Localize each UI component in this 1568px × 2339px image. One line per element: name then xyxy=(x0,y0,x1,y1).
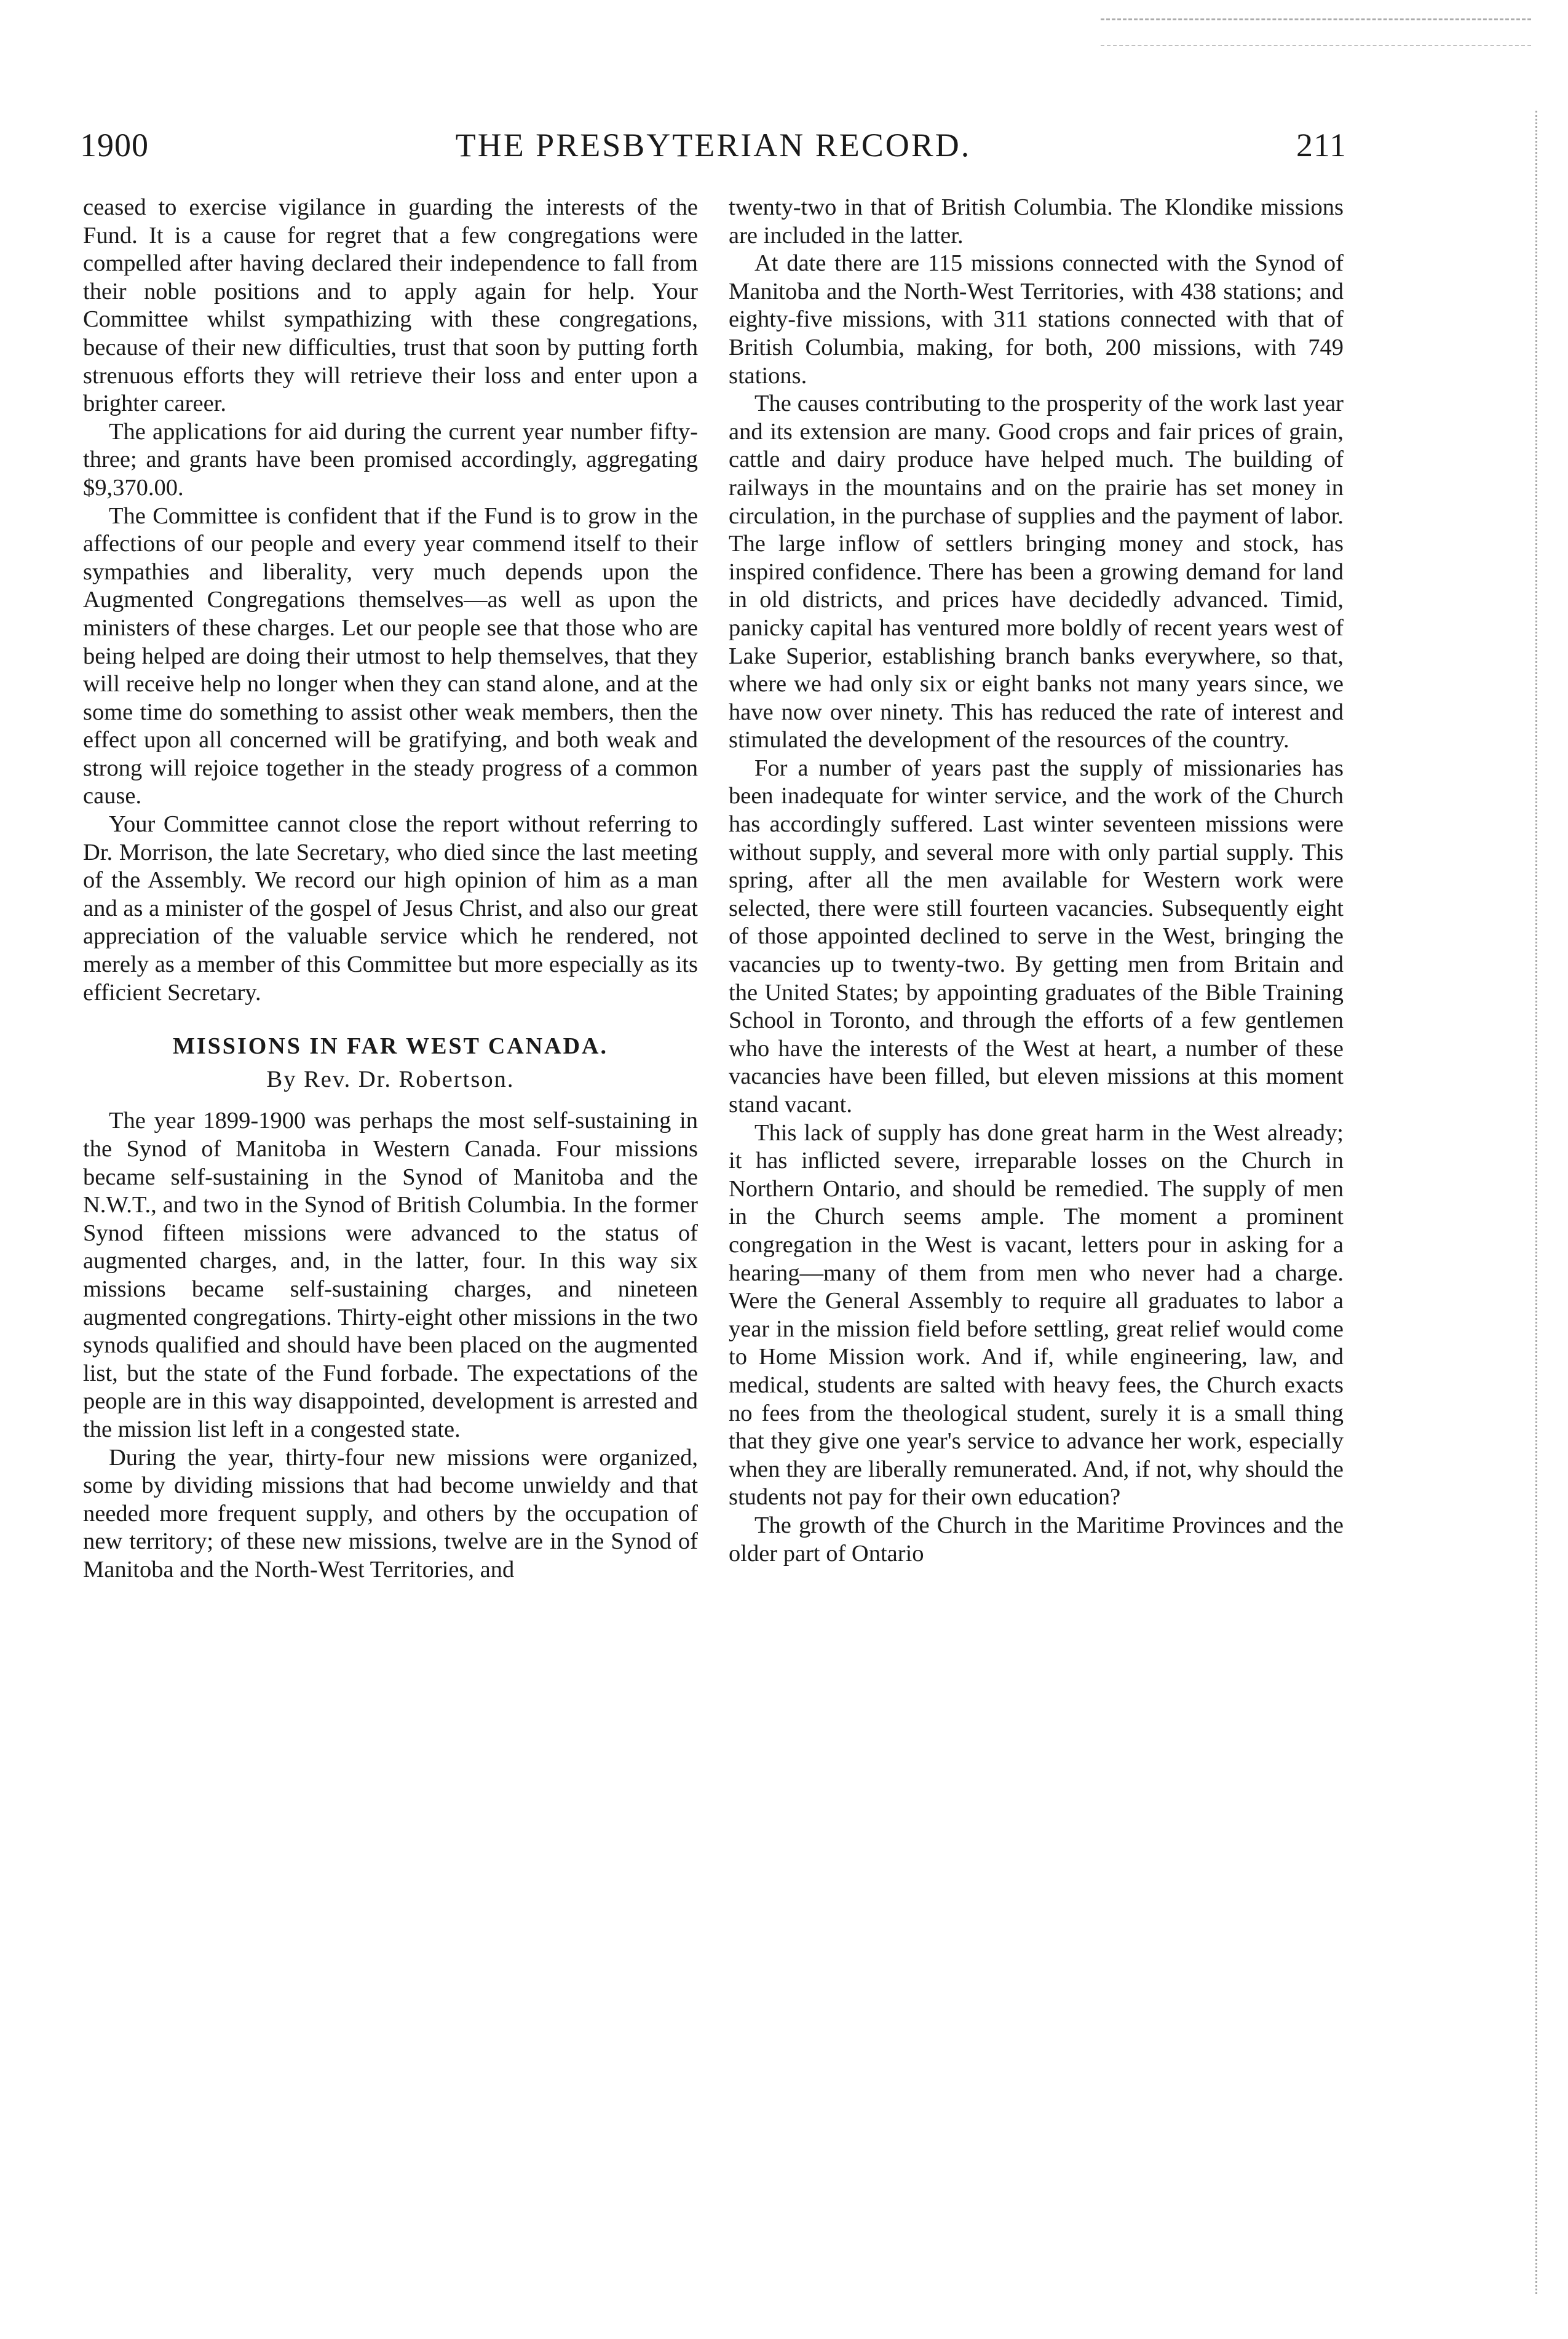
page-number: 211 xyxy=(1296,127,1347,164)
paragraph: The year 1899-1900 was perhaps the most self-sustaining in the Synod of Manitoba in Western Canada. Four missions became self-sustaining in the Synod of Manitoba and the N.W.T., and two in the Synod of British Columbia. In the former Synod fifteen missions were advanced to the status of augmented charges, and, in the latter, four. In this way six missions became self-sustaining charges, and nineteen augmented congregations. Thirty-eight other missions in the two synods qualified and should have been placed on the augmented list, but the state of the Fund forbade. The expectations of the people are in this way disappointed, development is arrested and the mission list left in a congested state. xyxy=(83,1108,698,1442)
right-column xyxy=(729,194,1344,1568)
paragraph: The growth of the Church in the Maritime Provinces and the older part of Ontario xyxy=(729,1512,1344,1567)
paragraph: During the year, thirty-four new missions were organized, some by dividing missions that had become unwieldy and that needed more frequent supply, and others by the occupation of new territory; of these new missions, twelve are in the Synod of Manitoba and the North-West Territories, and xyxy=(83,1444,698,1582)
paragraph: The applications for aid during the current year number fifty-three; and grants have been promised accordingly, aggregating $9,370.00. xyxy=(83,418,698,501)
paragraph: ceased to exercise vigilance in guarding the interests of the Fund. It is a cause for regret that a few congregations were compelled after having declared their independence to fall from their noble positions and to apply again for help. Your Committee whilst sympathizing with these congregations, because of their new difficulties, trust that soon by putting forth strenuous efforts they will retrieve their loss and enter upon a brighter career. xyxy=(83,194,698,417)
journal-title: THE PRESBYTERIAN RECORD. xyxy=(455,127,972,164)
left-column xyxy=(83,194,698,1584)
header-year: 1900 xyxy=(80,127,149,164)
byline: By Rev. Dr. Robertson. xyxy=(266,1066,515,1092)
scan-artifact-top xyxy=(1101,18,1531,46)
paragraph: The Committee is confident that if the Fund is to grow in the affections of our people and every year commend itself to their sympathies and liberality, very much depends upon the Augmented Congregations themselves—as well as upon the ministers of these charges. Let our people see that those who are being helped are doing their utmost to help themselves, that they will receive help no longer when they can stand alone, and at the some time do something to assist other weak members, then the effect upon all concerned will be gratifying, and both weak and strong will rejoice together in the steady progress of a common cause. xyxy=(83,502,698,809)
section-heading: MISSIONS IN FAR WEST CANADA. xyxy=(173,1033,608,1060)
running-head xyxy=(80,126,1347,175)
paragraph: twenty-two in that of British Columbia. The Klondike missions are included in the latter. xyxy=(729,194,1344,248)
paragraph: For a number of years past the supply of missionaries has been inadequate for winter service, and the work of the Church has accordingly suffered. Last winter seventeen missions were without supply, and several more with only partial supply. This spring, after all the men available for Western work were selected, there were still fourteen vacancies. Subsequently eight of those appointed declined to serve in the West, bringing the vacancies up to twenty-two. By getting men from Britain and the United States; by appointing graduates of the Bible Training School in Toronto, and through the efforts of a few gentlemen who have the interests of the West at heart, a number of these vacancies have been filled, but eleven missions at this moment stand vacant. xyxy=(729,755,1344,1118)
scan-artifact-edge xyxy=(1535,111,1543,2294)
paragraph: The causes contributing to the prosperity of the work last year and its extension are many. Good crops and fair prices of grain, cattle and dairy produce have helped much. The building of railways in the mountains and on the prairie has set money in circulation, in the purchase of supplies and the payment of labor. The large inflow of settlers bringing money and stock, has inspired confidence. There has been a growing demand for land in old districts, and prices have decidedly advanced. Timid, panicky capital has ventured more boldly of recent years west of Lake Superior, establishing branch banks everywhere, so that, where we had only six or eight banks not many years since, we have now over ninety. This has reduced the rate of interest and stimulated the development of the resources of the country. xyxy=(729,391,1344,753)
paragraph: Your Committee cannot close the report without referring to Dr. Morrison, the late Secretary, who died since the last meeting of the Assembly. We record our high opinion of him as a man and as a minister of the gospel of Jesus Christ, and also our great appreciation of the valuable service which he rendered, not merely as a member of this Committee but more especially as its efficient Secretary. xyxy=(83,811,698,1006)
paragraph: This lack of supply has done great harm in the West already; it has inflicted severe, irreparable losses on the Church in Northern Ontario, and should be remedied. The supply of men in the Church seems ample. The moment a prominent congregation in the West is vacant, letters pour in asking for a hearing—many of them from men who never had a charge. Were the General Assembly to require all graduates to labor a year in the mission field before settling, great relief would come to Home Mission work. And if, while engineering, law, and medical, students are salted with heavy fees, the Church exacts no fees from the theological student, surely it is a small thing that they give one year's service to advance her work, especially when they are liberally remunerated. And, if not, why should the students not pay for their own education? xyxy=(729,1119,1344,1511)
paragraph: At date there are 115 missions connected with the Synod of Manitoba and the North-West Territories, with 438 stations; and eighty-five missions, with 311 stations connected with that of British Columbia, making, for both, 200 missions, with 749 stations. xyxy=(729,250,1344,389)
